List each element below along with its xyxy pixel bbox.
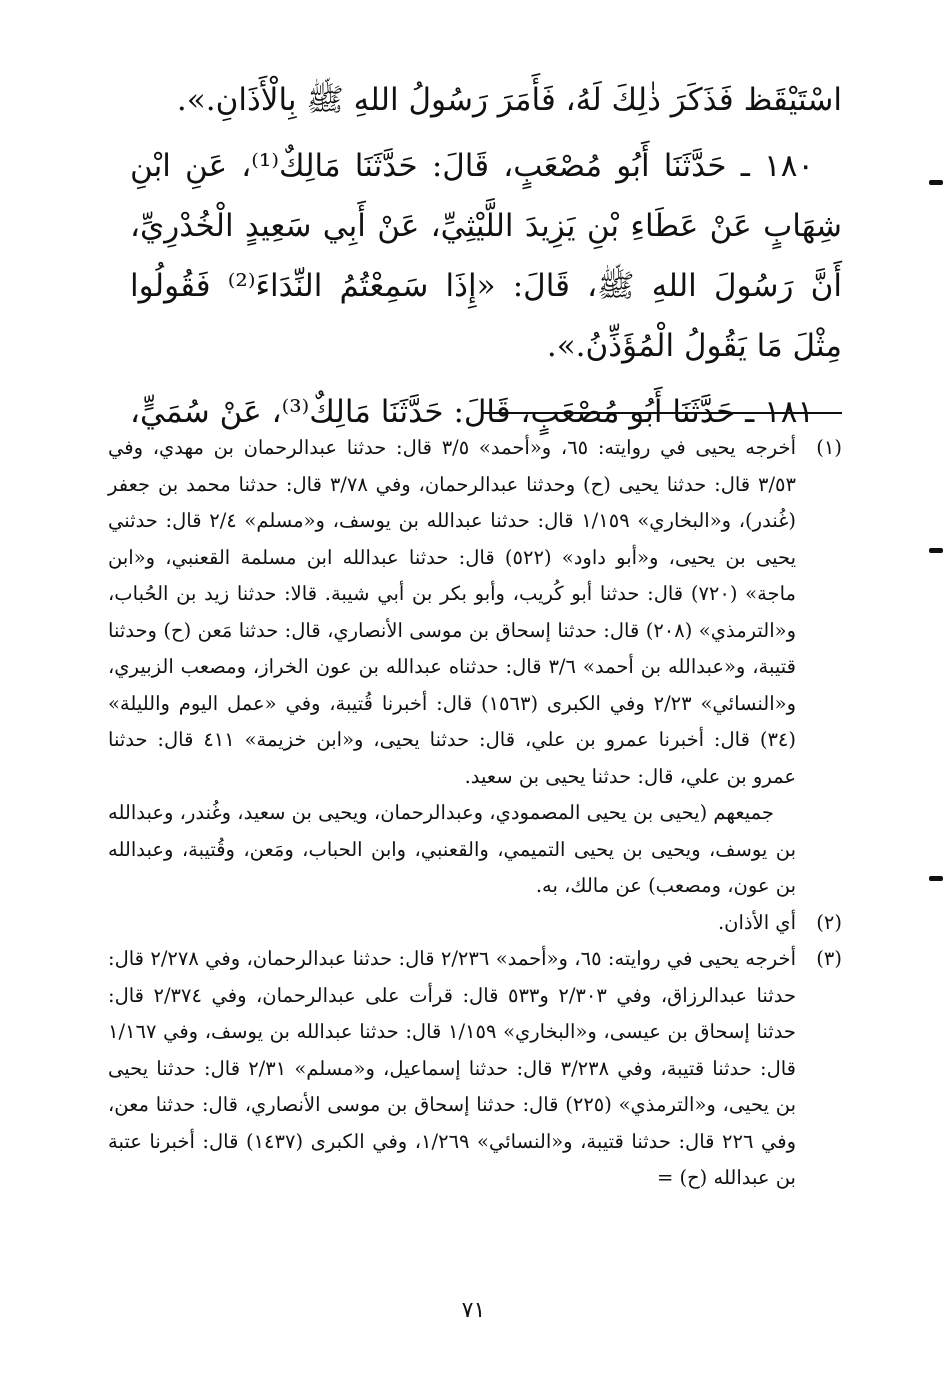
footnote-paragraph: جميعهم (يحيى بن يحيى المصمودي، وعبدالرحمان، ويحيى بن سعيد، وغُندر، وعبدالله بن يوسف، ويحيى بن يحيى التميمي، والقعنبي، وابن الحباب، ومَعن، وقُتيبة، وعبدالله بن عون، ومصعب) عن مالك، به.	[108, 801, 796, 897]
footnote-separator	[482, 412, 842, 414]
main-text	[130, 70, 842, 442]
scan-mark	[929, 180, 943, 185]
scan-mark	[929, 876, 943, 881]
footnote-number: (١)	[816, 436, 842, 459]
footnote-body	[108, 941, 796, 1197]
footnote-body	[108, 430, 796, 905]
footnote-3	[108, 941, 842, 1197]
footnote-1	[108, 430, 842, 905]
main-text-continuation: اسْتَيْقَظ فَذَكَرَ ذٰلِكَ لَهُ، فَأَمَرَ رَسُولُ اللهِ ﷺ بِالْأَذَانِ.».	[176, 82, 842, 118]
footnote-paragraph: أي الأذان.	[717, 910, 796, 934]
footnote-2	[108, 905, 842, 942]
scan-mark	[929, 548, 943, 553]
page-number: ٧١	[461, 1298, 486, 1323]
footnote-paragraph: أخرجه يحيى في روايته: ٦٥، و«أحمد» ٣/٥ قال: حدثنا عبدالرحمان بن مهدي، وفي ٣/٥٣ قال: حدثنا يحيى (ح) وحدثنا عبدالرحمان، وفي ٣/٧٨ قال: حدثنا محمد بن جعفر (غُندر)، و«البخاري» ١/١٥٩ قال: حدثنا عبدالله بن يوسف، و«مسلم» ٢/٤ قال: حدثني يحيى بن يحيى، و«أبو داود» (٥٢٢) قال: حدثنا عبدالله ابن مسلمة القعنبي، و«ابن ماجة» (٧٢٠) قال: حدثنا أبو كُريب، وأبو بكر بن أبي شيبة. قالا: حدثنا زيد بن الحُباب، و«الترمذي» (٢٠٨) قال: حدثنا إسحاق بن موسى الأنصاري، قال: حدثنا مَعن (ح) وحدثنا قتيبة، و«عبدالله بن أحمد» ٣/٦ قال: حدثناه عبدالله بن عون الخراز، ومصعب الزبيري، و«النسائي» ٢/٢٣ وفي الكبرى (١٥٦٣) قال: أخبرنا قُتيبة، وفي «عمل اليوم والليلة» (٣٤) قال: أخبرنا عمرو بن علي، قال: حدثنا يحيى، و«ابن خزيمة» ٤١١ قال: حدثنا عمرو بن علي، قال: حدثنا يحيى بن سعيد.	[108, 436, 797, 788]
footnote-paragraph: أخرجه يحيى في روايته: ٦٥، و«أحمد» ٢/٢٣٦ قال: حدثنا عبدالرحمان، وفي ٢/٢٧٨ قال: حدثنا عبدالرزاق، وفي ٢/٣٠٣ و٥٣٣ قال: قرأت على عبدالرحمان، وفي ٢/٣٧٤ قال: حدثنا إسحاق بن عيسى، و«البخاري» ١/١٥٩ قال: حدثنا عبدالله بن يوسف، وفي ١/١٦٧ قال: حدثنا قتيبة، وفي ٣/٢٣٨ قال: حدثنا إسماعيل، و«مسلم» ٢/٣١ قال: حدثنا يحيى بن يحيى، و«الترمذي» (٢٢٥) قال: حدثنا إسحاق بن موسى الأنصاري، قال: حدثنا معن، وفي ٢٢٦ قال: حدثنا قتيبة، و«النسائي» ١/٢٦٩، وفي الكبرى (١٤٣٧) قال: أخبرنا عتبة بن عبدالله (ح) =	[108, 947, 797, 1189]
hadith-181: ١٨١ ـ حَدَّثَنَا أَبُو مُصْعَبٍ، قَالَ: حَدَّثَنَا مَالِكٌ⁽³⁾، عَنْ سُمَيٍّ،	[130, 394, 814, 430]
footnote-body	[108, 905, 796, 942]
footnote-number: (٣)	[816, 947, 842, 970]
footnote-number: (٢)	[816, 910, 842, 934]
hadith-180: ١٨٠ ـ حَدَّثَنَا أَبُو مُصْعَبٍ، قَالَ: حَدَّثَنَا مَالِكٌ⁽¹⁾، عَنِ ابْنِ شِهَابٍ عَنْ عَطَاءِ بْنِ يَزِيدَ اللَّيْثِيِّ، عَنْ أَبِي سَعِيدٍ الْخُدْرِيِّ، أَنَّ رَسُولَ اللهِ ﷺ، قَالَ: «إِذَا سَمِعْتُمُ النِّدَاءَ⁽²⁾ فَقُولُوا مِثْلَ مَا يَقُولُ الْمُؤَذِّنُ.».	[130, 148, 842, 364]
footnotes	[108, 430, 842, 1197]
